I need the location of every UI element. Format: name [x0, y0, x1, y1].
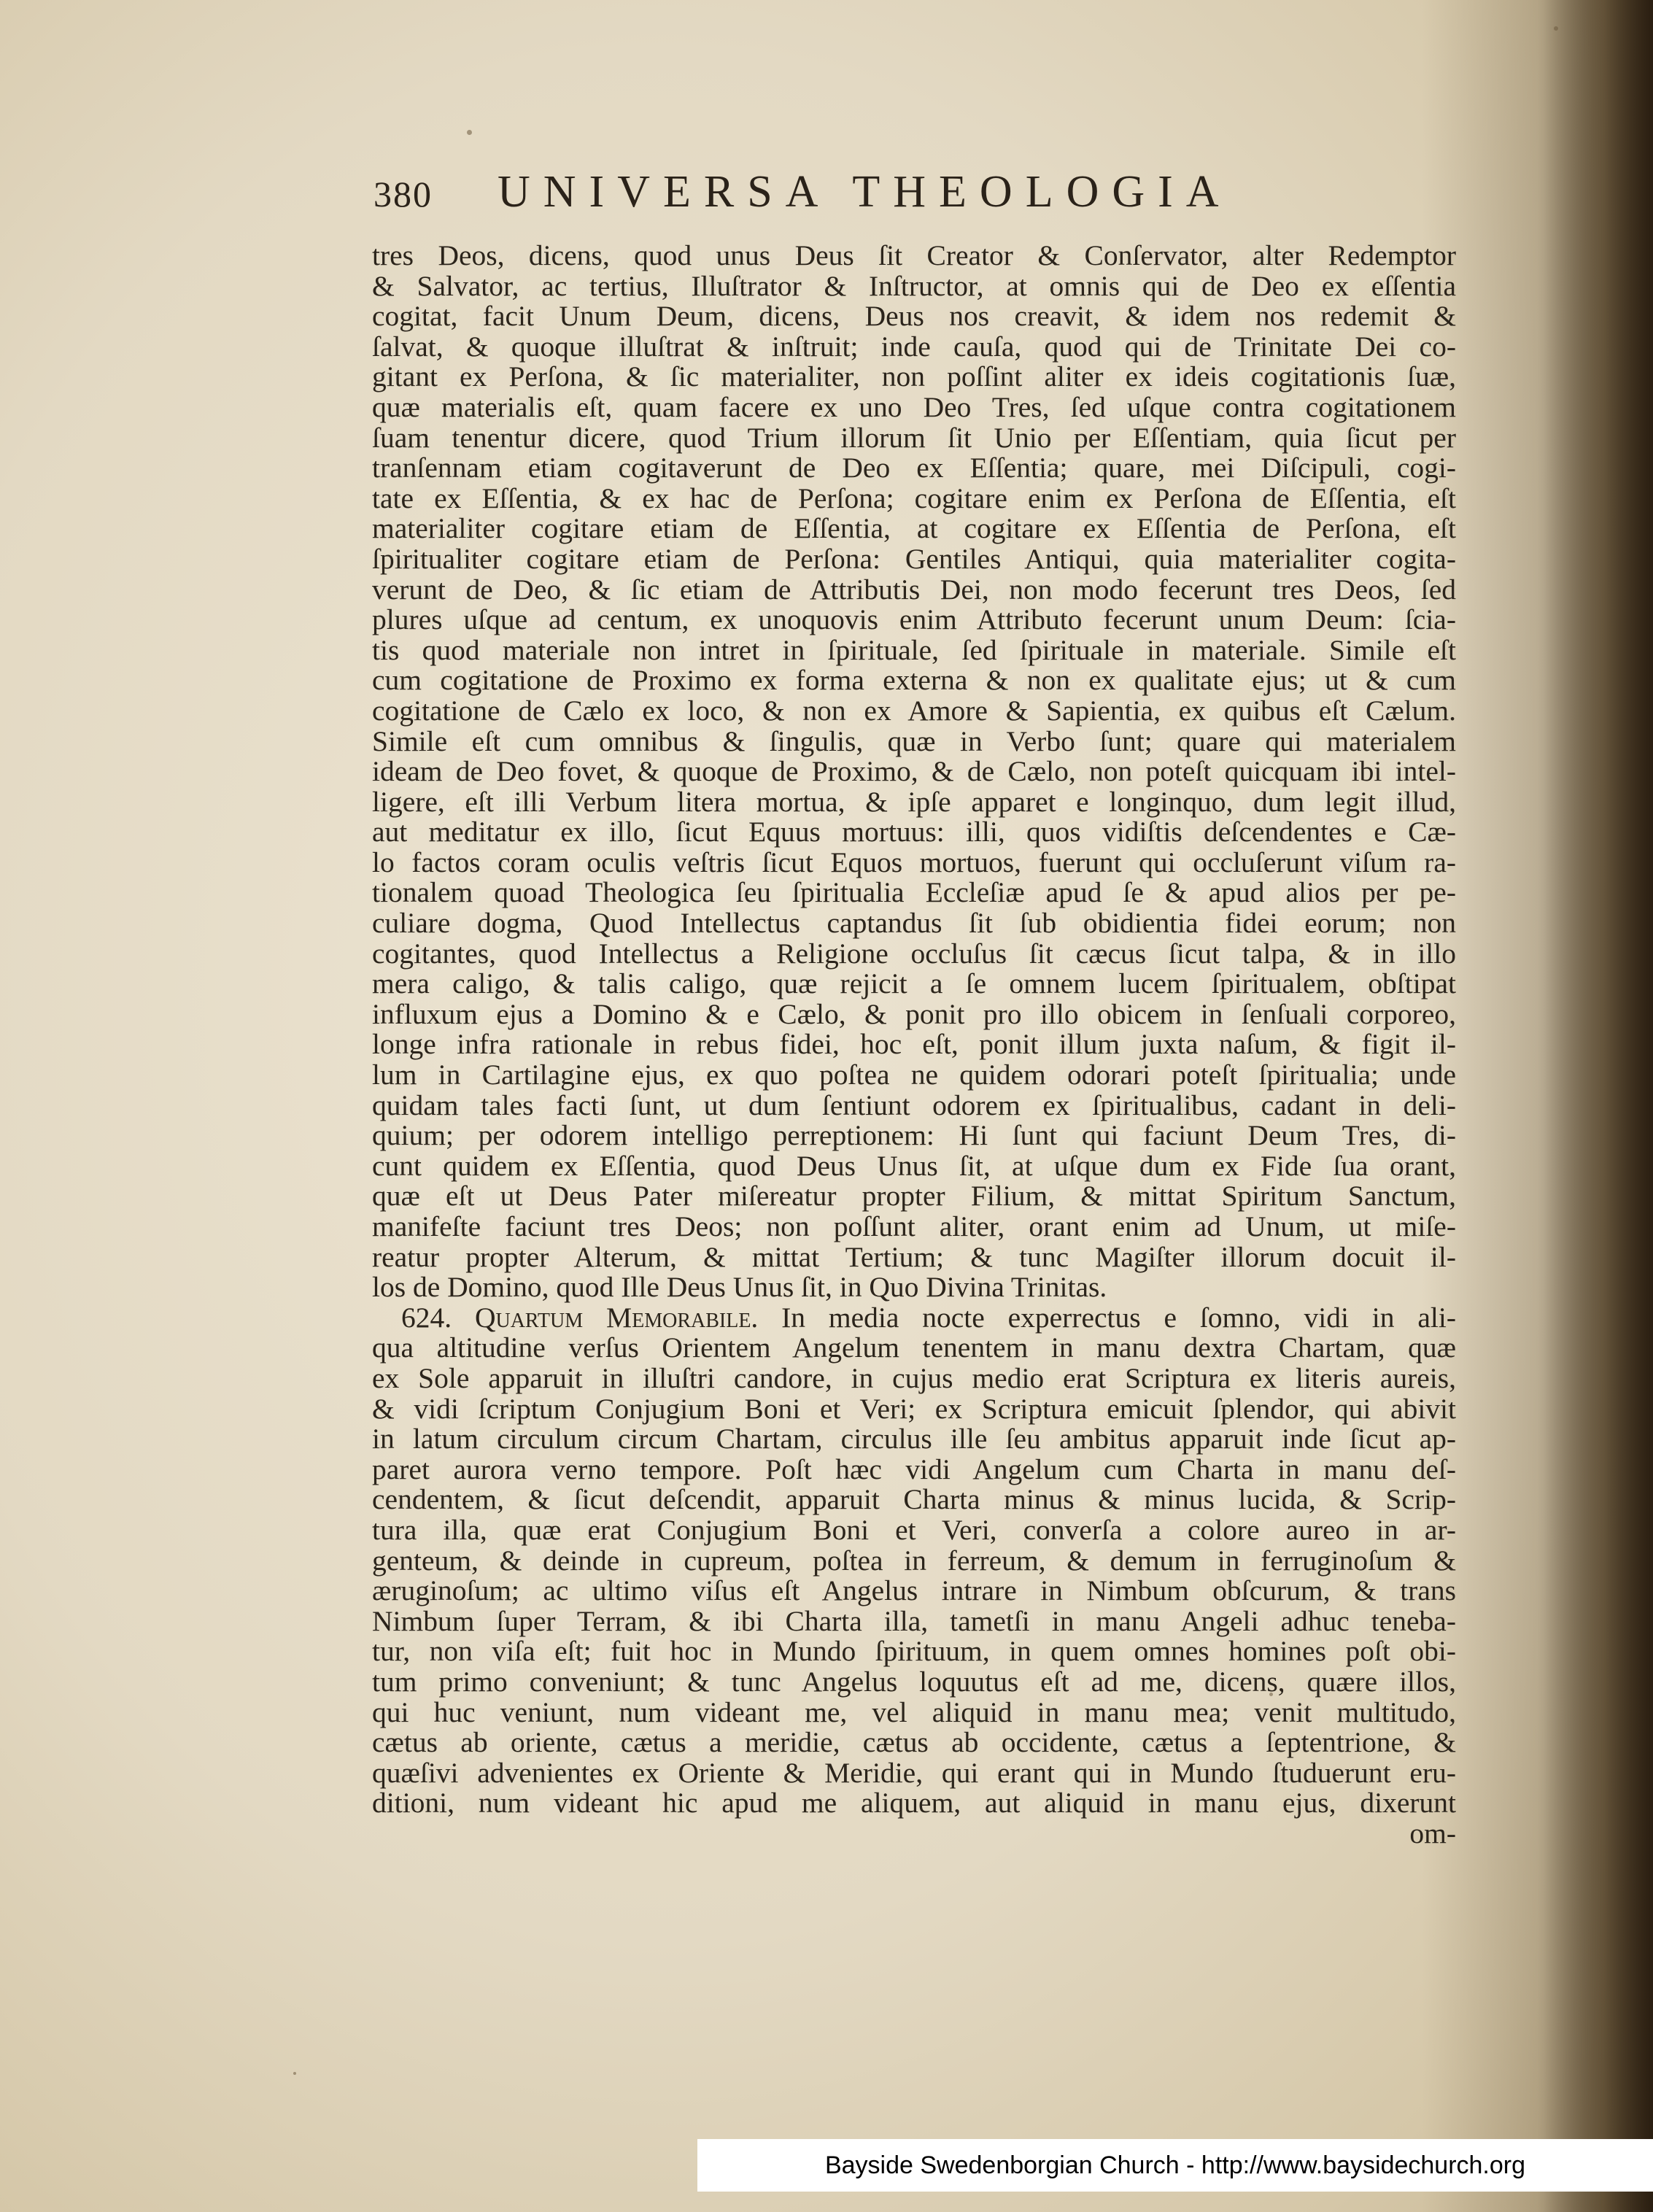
- section-first-line: [372, 1303, 1456, 1334]
- paper-speck: [293, 2072, 296, 2075]
- text-line: ligere, eſt illi Verbum litera mortua, & ipſe apparet e longinquo, dum legit illud,: [372, 785, 1456, 818]
- text-line: Nimbum ſuper Terram, & ibi Charta illa, tametſi in manu Angeli adhuc teneba-: [372, 1604, 1456, 1637]
- section-first-line-text: In media nocte experrectus e ſomno, vidi in ali-: [781, 1301, 1456, 1334]
- running-title: UNIVERSA THEOLOGIA: [498, 167, 1232, 217]
- text-line: cum cogitatione de Proximo ex forma externa & non ex qualitate ejus; ut & cum: [372, 664, 1456, 697]
- text-line: gitant ex Perſona, & ſic materialiter, non poſſint aliter ex ideis cogitationis ſuæ,: [372, 360, 1456, 393]
- text-line: materialiter cogitare etiam de Eſſentia, at cogitare ex Eſſentia de Perſona, eſt: [372, 512, 1456, 545]
- text-line: lum in Cartilagine ejus, ex quo poſtea ne quidem odorari poteſt ſpiritualia; unde: [372, 1059, 1456, 1091]
- page-spine-shadow: [1544, 0, 1653, 2212]
- text-line: influxum ejus a Domino & e Cælo, & ponit pro illo obicem in ſenſuali corporeo,: [372, 997, 1456, 1030]
- text-line: aut meditatur ex illo, ſicut Equus mortuus: illi, quos vidiſtis deſcendentes e Cæ-: [372, 816, 1456, 848]
- text-line: tionalem quoad Theologica ſeu ſpiritualia Eccleſiæ apud ſe & apud alios per pe-: [372, 876, 1456, 909]
- text-line: cogitantes, quod Intellectus a Religione occluſus ſit cæcus ſicut talpa, & in illo: [372, 937, 1456, 970]
- text-line: quium; per odorem intelligo perreptionem: Hi ſunt qui faciunt Deum Tres, di-: [372, 1119, 1456, 1152]
- text-line: ditioni, num videant hic apud me aliquem, aut aliquid in manu ejus, dixerunt: [372, 1787, 1456, 1820]
- text-line: & vidi ſcriptum Conjugium Boni et Veri; ex Scriptura emicuit ſplendor, qui abivit: [372, 1392, 1456, 1425]
- text-line: ex Sole apparuit in illuſtri candore, in cujus medio erat Scriptura ex literis aureis,: [372, 1361, 1456, 1394]
- text-line: quidam tales facti ſunt, ut dum ſentiunt odorem ex ſpiritualibus, cadant in deli-: [372, 1088, 1456, 1121]
- text-line: tis quod materiale non intret in ſpirituale, ſed ſpirituale in materiale. Simile eſt: [372, 633, 1456, 666]
- section-heading: Quartum Memorabile.: [474, 1301, 759, 1334]
- text-line: ſpiritualiter cogitare etiam de Perſona: Gentiles Antiqui, quia materialiter cogita-: [372, 542, 1456, 575]
- text-line: qui huc veniunt, num videant me, vel aliquid in manu mea; venit multitudo,: [372, 1695, 1456, 1728]
- text-line: ſalvat, & quoque illuſtrat & inſtruit; inde cauſa, quod qui de Trinitate Dei co-: [372, 330, 1456, 363]
- text-line: paret aurora verno tempore. Poſt hæc vidi Angelum cum Charta in manu deſ-: [372, 1453, 1456, 1485]
- text-line: reatur propter Alterum, & mittat Tertium; & tunc Magiſter illorum docuit il-: [372, 1240, 1456, 1273]
- text-line: ideam de Deo fovet, & quoque de Proximo, & de Cælo, non poteſt quicquam ibi intel-: [372, 755, 1456, 788]
- text-line: tura illa, quæ erat Conjugium Boni et Veri, converſa a colore aureo in ar-: [372, 1513, 1456, 1546]
- text-line: cætus ab oriente, cætus a meridie, cætus ab occidente, cætus a ſeptentrione, &: [372, 1726, 1456, 1759]
- page-number: 380: [373, 174, 433, 214]
- running-header: [373, 166, 1453, 225]
- text-line: quæ eſt ut Deus Pater miſereatur propter Filium, & mittat Spiritum Sanctum,: [372, 1180, 1456, 1213]
- catchword: om-: [1409, 1817, 1456, 1849]
- text-line: quæ materialis eſt, quam facere ex uno Deo Tres, ſed uſque contra cogitationem: [372, 390, 1456, 423]
- text-line: tranſennam etiam cogitaverunt de Deo ex Eſſentia; quare, mei Diſcipuli, cogi-: [372, 452, 1456, 484]
- text-line: tur, non viſa eſt; fuit hoc in Mundo ſpirituum, in quem omnes homines poſt obi-: [372, 1635, 1456, 1668]
- text-line: cunt quidem ex Eſſentia, quod Deus Unus ſit, at uſque dum ex Fide ſua orant,: [372, 1149, 1456, 1182]
- text-line: ſuam tenentur dicere, quod Trium illorum ſit Unio per Eſſentiam, quia ſicut per: [372, 421, 1456, 454]
- text-line: æruginoſum; ac ultimo viſus eſt Angelus intrare in Nimbum obſcurum, & trans: [372, 1574, 1456, 1607]
- text-line: plures uſque ad centum, ex unoquovis enim Attributo fecerunt unum Deum: ſcia-: [372, 603, 1456, 636]
- text-line: Simile eſt cum omnibus & ſingulis, quæ in Verbo ſunt; quare qui materialem: [372, 724, 1456, 757]
- text-line: lo factos coram oculis veſtris ſicut Equos mortuos, fuerunt qui occluſerunt viſum ra-: [372, 846, 1456, 878]
- text-line: & Salvator, ac tertius, Illuſtrator & Inſtructor, at omnis qui de Deo ex eſſentia: [372, 269, 1456, 302]
- section-number: 624.: [401, 1301, 452, 1334]
- text-line: mera caligo, & talis caligo, quæ rejicit a ſe omnem lucem ſpiritualem, obſtipat: [372, 967, 1456, 1000]
- credit-text: Bayside Swedenborgian Church - http://www.baysidechurch.org: [824, 2151, 1526, 2179]
- text-line: cendentem, & ſicut deſcendit, apparuit Charta minus & minus lucida, & Scrip-: [372, 1483, 1456, 1516]
- text-line: los de Domino, quod Ille Deus Unus ſit, in Quo Divina Trinitas.: [372, 1271, 1107, 1304]
- text-line: culiare dogma, Quod Intellectus captandus ſit ſub obidientia fidei eorum; non: [372, 907, 1456, 940]
- text-line: verunt de Deo, & ſic etiam de Attributis Dei, non modo fecerunt tres Deos, ſed: [372, 573, 1456, 606]
- page-body: [372, 241, 1456, 1849]
- text-line: genteum, & deinde in cupreum, poſtea in ferreum, & demum in ferruginoſum &: [372, 1544, 1456, 1577]
- paper-speck: [467, 130, 472, 135]
- paper-speck: [1554, 26, 1558, 31]
- text-line: manifeſte faciunt tres Deos; non poſſunt aliter, orant enim ad Unum, ut miſe-: [372, 1210, 1456, 1242]
- text-line: qua altitudine verſus Orientem Angelum tenentem in manu dextra Chartam, quæ: [372, 1331, 1456, 1364]
- text-line: tres Deos, dicens, quod unus Deus ſit Creator & Conſervator, alter Redemptor: [372, 239, 1456, 271]
- text-line: quæſivi advenientes ex Oriente & Meridie, qui erant qui in Mundo ſtuduerunt eru-: [372, 1756, 1456, 1789]
- text-line: longe infra rationale in rebus fidei, hoc eſt, ponit illum juxta naſum, & figit il-: [372, 1028, 1456, 1061]
- text-line: in latum circulum circum Chartam, circulus ille ſeu ambitus apparuit inde ſicut ap-: [372, 1423, 1456, 1455]
- text-line: cogitat, facit Unum Deum, dicens, Deus nos creavit, & idem nos redemit &: [372, 300, 1456, 333]
- credit-banner: [697, 2139, 1653, 2192]
- text-line: cogitatione de Cælo ex loco, & non ex Amore & Sapientia, ex quibus eſt Cælum.: [372, 694, 1456, 727]
- text-line: tum primo conveniunt; & tunc Angelus loquutus eſt ad me, dicens, quære illos,: [372, 1665, 1456, 1698]
- text-line: tate ex Eſſentia, & ex hac de Perſona; cogitare enim ex Perſona de Eſſentia, eſt: [372, 482, 1456, 514]
